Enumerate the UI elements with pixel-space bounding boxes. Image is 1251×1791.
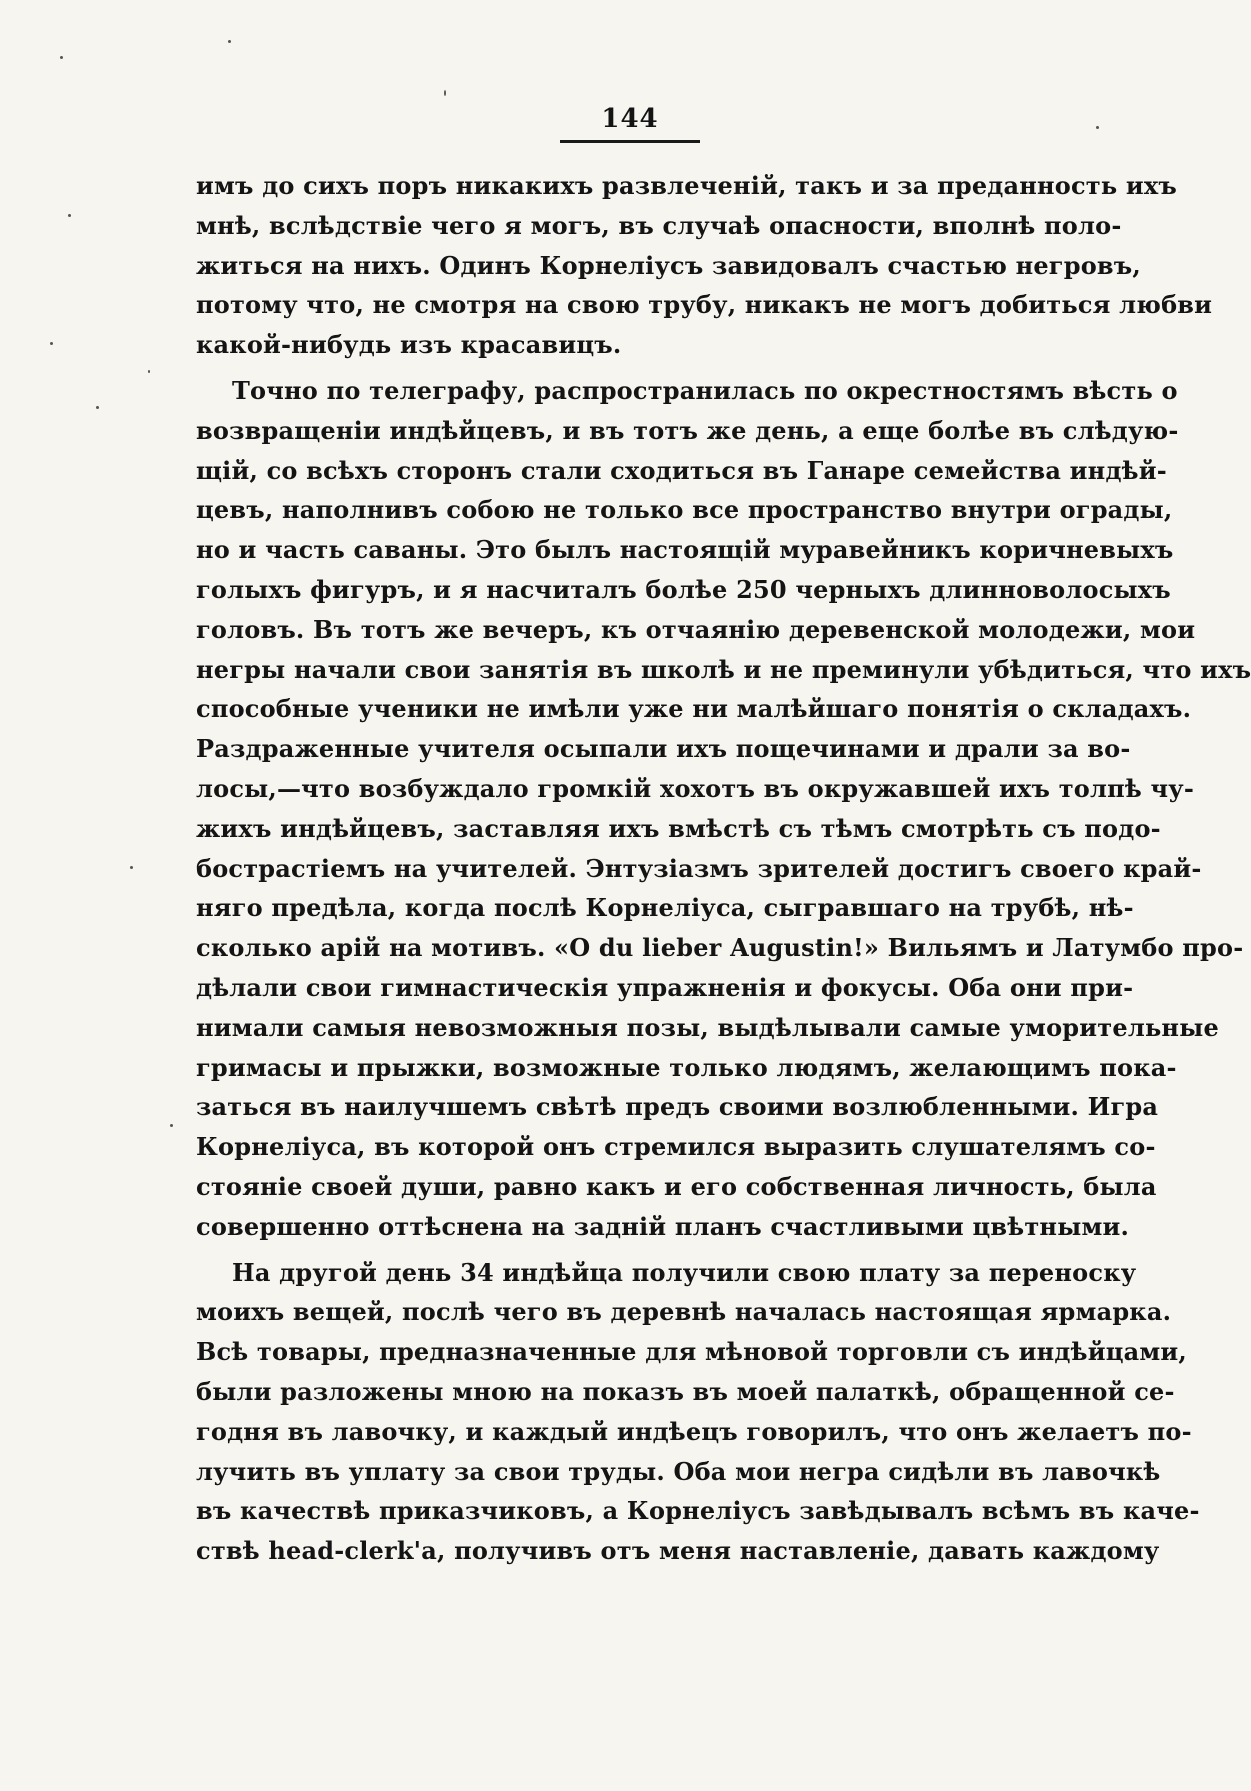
scan-speck [1096, 126, 1099, 129]
text-line: няго предѣла, когда послѣ Корнеліуса, сыгравшаго на трубѣ, нѣ- [196, 893, 1134, 923]
text-line: совершенно оттѣснена на задній планъ счастливыми цвѣтными. [196, 1211, 1130, 1241]
text-line: Точно по телеграфу, распространилась по окрестностямъ вѣсть о [232, 375, 1178, 405]
text-line: способные ученики не имѣли уже ни малѣйшаго понятія о складахъ. [196, 694, 1192, 724]
text-line: бострастіемъ на учителей. Энтузіазмъ зрителей достигъ своего край- [196, 853, 1202, 883]
text-line: были разложены мною на показъ въ моей палаткѣ, обращенной се- [196, 1376, 1175, 1406]
text-line: Раздраженные учителя осыпали ихъ пощечинами и драли за во- [196, 734, 1131, 764]
text-line: возвращеніи индѣйцевъ, и въ тотъ же день, а еще болѣе въ слѣдую- [196, 415, 1179, 445]
body-text [196, 166, 1251, 1571]
text-line: гримасы и прыжки, возможные только людямъ, желающимъ пока- [196, 1052, 1177, 1082]
scan-speck [60, 56, 63, 59]
text-line: лучить въ уплату за свои труды. Оба мои негра сидѣли въ лавочкѣ [196, 1456, 1161, 1486]
text-line: негры начали свои занятія въ школѣ и не преминули убѣдиться, что ихъ [196, 654, 1251, 684]
text-line: щій, со всѣхъ сторонъ стали сходиться въ Ганаре семейства индѣй- [196, 455, 1167, 485]
text-line: нимали самыя невозможныя позы, выдѣлывали самые уморительные [196, 1012, 1219, 1042]
scan-speck [68, 214, 71, 217]
header-rule [560, 140, 700, 143]
text-line: годня въ лавочку, и каждый индѣецъ говорилъ, что онъ желаетъ по- [196, 1416, 1192, 1446]
scan-speck [50, 342, 53, 345]
page-header [560, 104, 700, 143]
text-line: въ качествѣ приказчиковъ, а Корнеліусъ завѣдывалъ всѣмъ въ каче- [196, 1496, 1200, 1526]
text-line: житься на нихъ. Одинъ Корнеліусъ завидовалъ счастью негровъ, [196, 250, 1141, 280]
scan-speck [130, 866, 133, 869]
text-line: голыхъ фигуръ, и я насчиталъ болѣе 250 черныхъ длинноволосыхъ [196, 574, 1171, 604]
scan-speck [444, 90, 446, 96]
text-line: На другой день 34 индѣйца получили свою плату за переноску [232, 1257, 1137, 1287]
text-line: но и часть саваны. Это былъ настоящій муравейникъ коричневыхъ [196, 535, 1174, 565]
paragraph-3 [196, 1253, 1200, 1571]
text-line: Всѣ товары, предназначенные для мѣновой торговли съ индѣйцами, [196, 1337, 1187, 1367]
text-line: жихъ индѣйцевъ, заставляя ихъ вмѣстѣ съ тѣмъ смотрѣть съ подо- [196, 813, 1161, 843]
text-line: ствѣ head-clerk'а, получивъ отъ меня наставленіе, давать каждому [196, 1536, 1160, 1566]
text-line: заться въ наилучшемъ свѣтѣ предъ своими возлюбленными. Игра [196, 1092, 1159, 1122]
text-line: моихъ вещей, послѣ чего въ деревнѣ началась настоящая ярмарка. [196, 1297, 1172, 1327]
text-line: Корнеліуса, въ которой онъ стремился выразить слушателямъ со- [196, 1132, 1156, 1162]
scan-speck [148, 370, 150, 373]
text-line: лосы,—что возбуждало громкій хохотъ въ окружавшей ихъ толпѣ чу- [196, 773, 1194, 803]
paragraph-2 [196, 371, 1251, 1247]
text-line: головъ. Въ тотъ же вечеръ, къ отчаянію деревенской молодежи, мои [196, 614, 1196, 644]
text-line: стояніе своей души, равно какъ и его собственная личность, была [196, 1171, 1157, 1201]
scan-speck [170, 1124, 173, 1127]
text-line: сколько арій на мотивъ. «O du lieber Augustin!» Вильямъ и Латумбо про- [196, 933, 1244, 963]
text-line: потому что, не смотря на свою трубу, никакъ не могъ добиться любви [196, 290, 1213, 320]
text-line: дѣлали свои гимнастическія упражненія и фокусы. Оба они при- [196, 972, 1134, 1002]
text-line: цевъ, наполнивъ собою не только все пространство внутри ограды, [196, 495, 1173, 525]
scan-speck [96, 406, 99, 409]
text-line: мнѣ, вслѣдствіе чего я могъ, въ случаѣ опасности, вполнѣ поло- [196, 210, 1122, 240]
scan-speck [228, 40, 231, 43]
page-number: 144 [601, 104, 659, 134]
paragraph-1 [196, 166, 1213, 365]
text-line: имъ до сихъ поръ никакихъ развлеченій, такъ и за преданность ихъ [196, 171, 1178, 200]
text-line: какой-нибудь изъ красавицъ. [196, 330, 622, 360]
